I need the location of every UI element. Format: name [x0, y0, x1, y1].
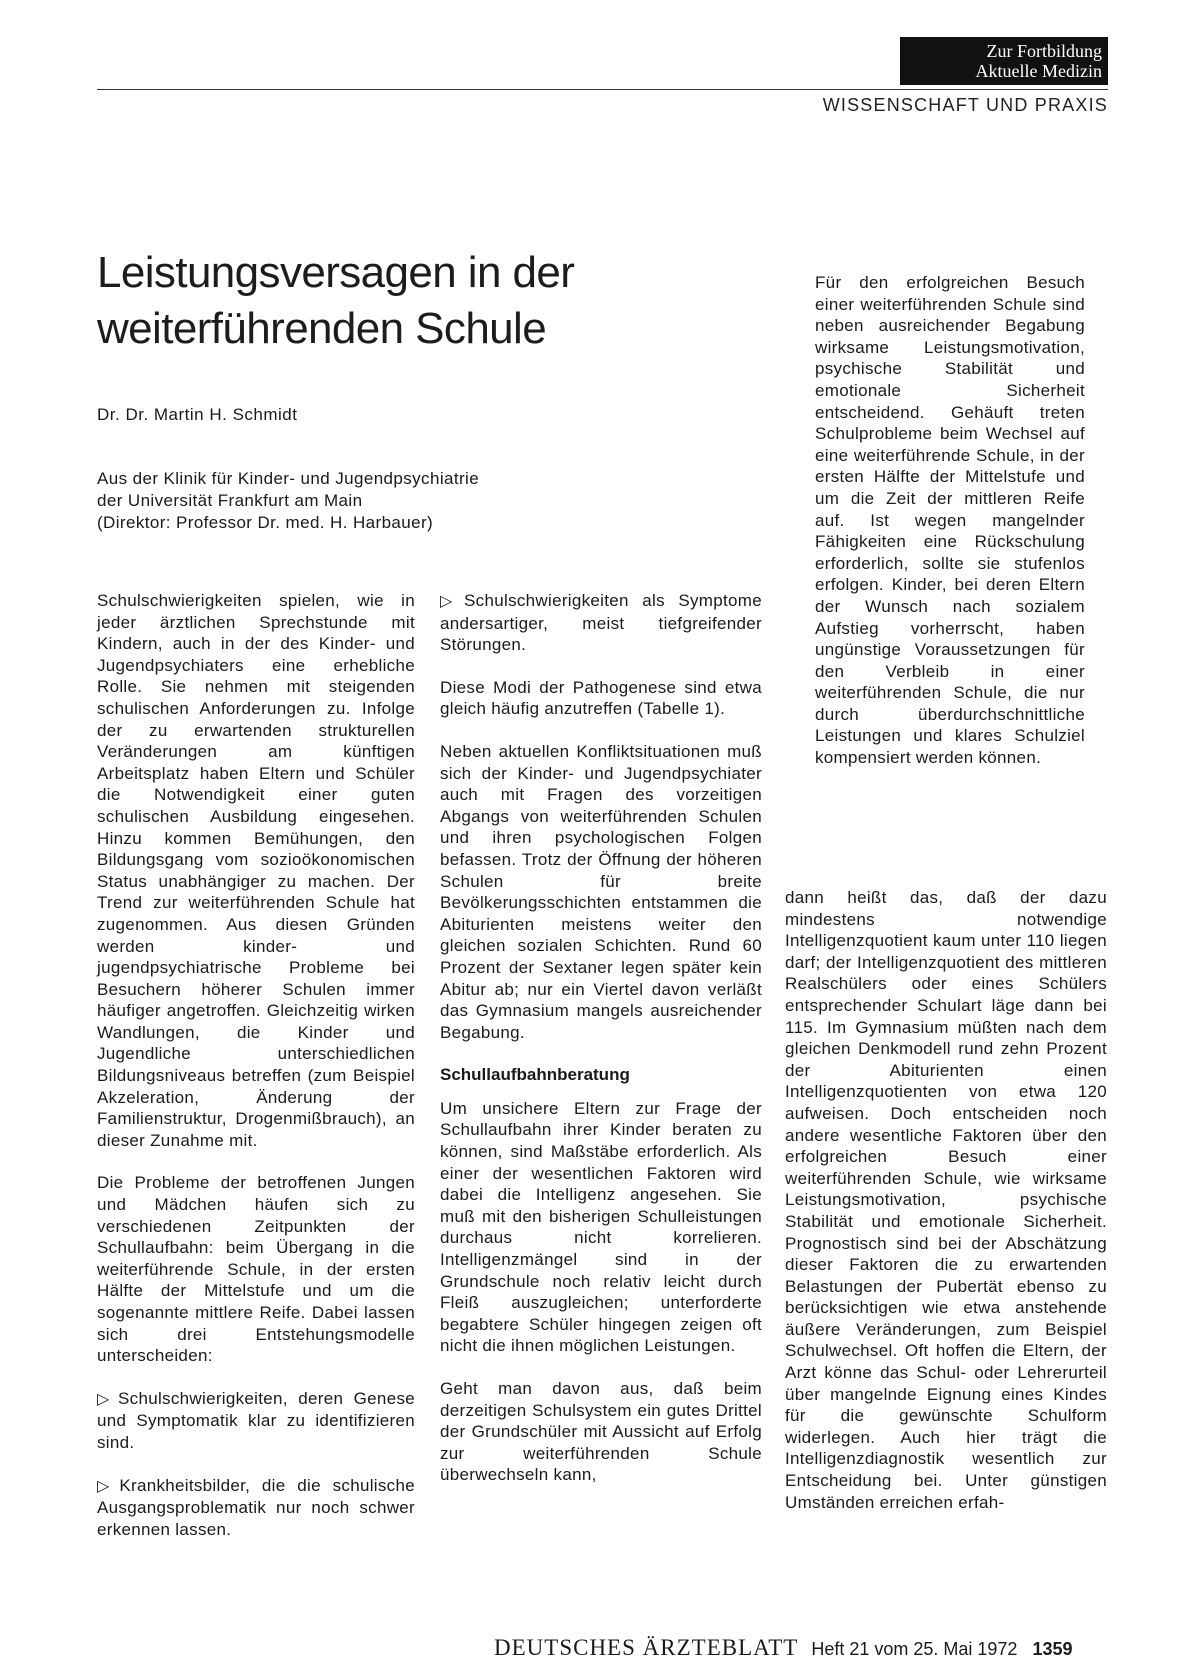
- section-label: WISSENSCHAFT UND PRAXIS: [822, 95, 1108, 115]
- rubric-badge: [900, 37, 1108, 85]
- author: Dr. Dr. Martin H. Schmidt: [97, 405, 298, 424]
- paragraph: Schulschwierigkeiten spielen, wie in jeder ärztlichen Sprechstunde mit Kindern, auch in der des Kinder- und Jugendpsychiaters eine erhebliche Rolle. Sie nehmen mit steigenden schulischen Anforderungen zu. Infolge der zu erwartenden strukturellen Veränderungen am künftigen Arbeitsplatz haben Eltern und Schüler die Notwendigkeit einer guten schulischen Ausbildung eingesehen. Hinzu kommen Bemühungen, den Bildungsgang vom sozioökonomischen Status unabhängiger zu machen. Der Trend zur weiterführenden Schule hat zugenommen. Aus diesen Gründen werden kinder- und jugendpsychiatrische Probleme bei Besuchern höherer Schulen immer häufiger angetroffen. Gleichzeitig wirken Wandlungen, die Kinder und Jugendliche unterschiedlichen Bildungsniveaus betreffen (zum Beispiel Akzeleration, Änderung der Familienstruktur, Drogenmißbrauch), an dieser Zunahme mit.: [97, 591, 415, 1150]
- triangle-bullet-icon: ▷: [97, 1390, 116, 1408]
- affiliation: [97, 468, 479, 534]
- text-column-summary: [815, 272, 1085, 790]
- summary-paragraph: Für den erfolgreichen Besuch einer weiterführenden Schule sind neben ausreichender Begabung wirksame Leistungsmotivation, psychische Stabilität und emotionale Sicherheit entscheidend. Gehäuft treten Schulprobleme beim Wechsel auf eine weiterführende Schule, in der ersten Hälfte der Mittelstufe und um die Zeit der mittleren Reife auf. Ist wegen mangelnder Fähigkeiten eine Rückschulung erforderlich, sollte sie stufenlos erfolgen. Kinder, bei deren Eltern der Wunsch nach sozialem Aufstieg vorherrscht, haben ungünstige Voraussetzungen für den Verbleib in einer weiterführenden Schule, die nur durch überdurchschnittliche Leistungen und klares Schulziel kompensiert werden können.: [815, 273, 1085, 768]
- affiliation-line-3: (Direktor: Professor Dr. med. H. Harbauer): [97, 513, 434, 532]
- bullet-text: Schulschwierigkeiten als Symptome andersartiger, meist tiefgreifender Störungen.: [440, 591, 762, 655]
- bullet-text: Krankheitsbilder, die die schulische Ausgangsproblematik nur noch schwer erkennen lassen.: [97, 1475, 415, 1539]
- badge-line-1: Zur Fortbildung: [986, 41, 1102, 61]
- bullet-item: [97, 1388, 415, 1454]
- text-column-3: [785, 887, 1107, 1534]
- bullet-item: [97, 1475, 415, 1541]
- paragraph: Diese Modi der Pathogenese sind etwa gleich häufig anzutreffen (Tabelle 1).: [440, 677, 762, 719]
- bullet-item: [440, 590, 762, 656]
- affiliation-line-2: der Universität Frankfurt am Main: [97, 491, 363, 510]
- paragraph: Geht man davon aus, daß beim derzeitigen Schulsystem ein gutes Drittel der Grundschüler mit Aussicht auf Erfolg zur weiterführenden Schule überwechseln kann,: [440, 1379, 762, 1485]
- section-heading: Schullaufbahnberatung: [440, 1065, 630, 1085]
- issue-info: Heft 21 vom 25. Mai 1972: [811, 1639, 1018, 1659]
- title-line-2: weiterführenden Schule: [97, 304, 547, 353]
- paragraph: Die Probleme der betroffenen Jungen und Mädchen häufen sich zu verschiedenen Zeitpunkten der Schullaufbahn: beim Übergang in die weiterführende Schule, in der ersten Hälfte der Mittelstufe und um die sogenannte mittlere Reife. Dabei lassen sich drei Entstehungsmodelle unterscheiden:: [97, 1173, 415, 1366]
- paragraph: Neben aktuellen Konfliktsituationen muß sich der Kinder- und Jugendpsychiater auch mit Fragen des vorzeitigen Abgangs von weiterführenden Schulen und ihren psychologischen Folgen befassen. Trotz der Öffnung der höheren Schulen für breite Bevölkerungsschichten entstammen die Abiturienten meistens weiter den gleichen sozialen Schichten. Rund 60 Prozent der Sextaner legen später kein Abitur ab; nur ein Viertel davon verläßt das Gymnasium mangels ausreichender Begabung.: [440, 741, 762, 1042]
- text-column-1: [97, 590, 415, 1561]
- badge-line-2: Aktuelle Medizin: [975, 61, 1102, 81]
- paragraph: dann heißt das, daß der dazu mindestens notwendige Intelligenzquotient kaum unter 110 liegen darf; der Intelligenzquotient des mittleren Realschülers oder eines Schülers entsprechender Schulart läge dann bei 115. Im Gymnasium müßten nach dem gleichen Denkmodell rund zehn Prozent der Abiturienten einen Intelligenzquotienten von etwa 120 aufweisen. Doch entscheiden noch andere wesentliche Faktoren über den erfolgreichen Besuch einer weiterführenden Schule, wie wirksame Leistungsmotivation, psychische Stabilität und emotionale Sicherheit. Prognostisch sind bei der Abschätzung dieser Faktoren die zu erwartenden Belastungen der Pubertät ebenso zu berücksichtigen wie etwa anstehende äußere Veränderungen, zum Beispiel Schulwechsel. Oft hoffen die Eltern, der Arzt könne das Schul- oder Lehrerurteil über mangelnde Eignung eines Kindes für die gewünschte Schulform widerlegen. Auch hier trägt die Intelligenzdiagnostik wesentlich zur Entscheidung bei. Unter günstigen Umständen erreichen erfah-: [785, 888, 1107, 1512]
- article-title: [97, 245, 747, 357]
- page-footer: [494, 1635, 1108, 1661]
- paragraph: Um unsichere Eltern zur Frage der Schullaufbahn ihrer Kinder beraten zu können, sind Maßstäbe erforderlich. Als einer der wesentlichen Faktoren wird dabei die Intelligenz angesehen. Sie muß mit den bisherigen Schulleistungen durchaus nicht korrelieren. Intelligenzmängel sind in der Grundschule noch relativ leicht durch Fleiß auszugleichen; unterforderte begabtere Schüler hingegen zeigen oft nicht die ihnen möglichen Leistungen.: [440, 1098, 762, 1356]
- header-rule: [97, 89, 1108, 90]
- triangle-bullet-icon: ▷: [440, 593, 462, 610]
- bullet-text: Schulschwierigkeiten, deren Genese und Symptomatik klar zu identifizieren sind.: [97, 1388, 415, 1452]
- triangle-bullet-icon: ▷: [97, 1477, 117, 1495]
- title-line-1: Leistungsversagen in der: [97, 248, 575, 297]
- journal-name: DEUTSCHES ÄRZTEBLATT: [494, 1635, 799, 1660]
- page-number: 1359: [1032, 1639, 1073, 1659]
- text-column-2: [440, 590, 762, 1507]
- affiliation-line-1: Aus der Klinik für Kinder- und Jugendpsychiatrie: [97, 469, 480, 488]
